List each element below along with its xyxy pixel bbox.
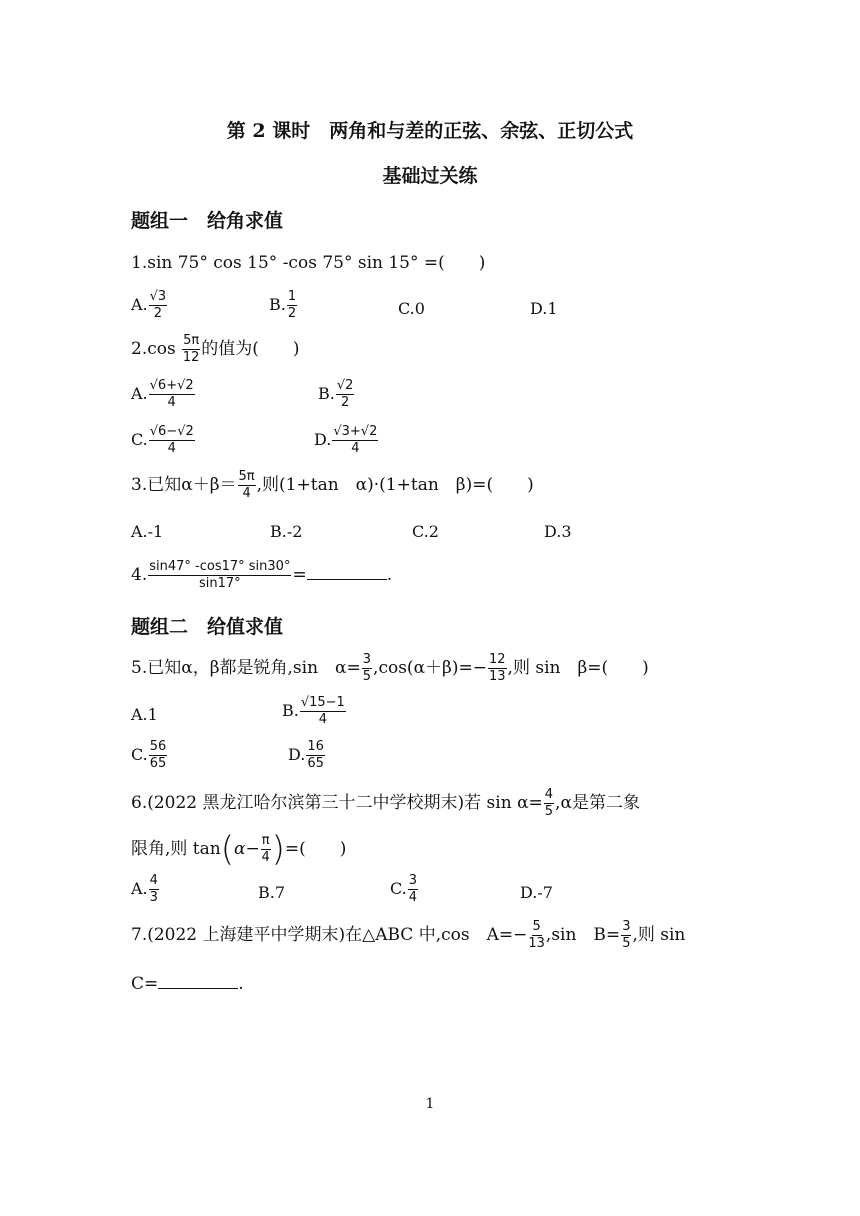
stem-text: 7.(2022 上海建平中学期末)在△ABC 中,cos A=− bbox=[131, 925, 528, 945]
stem-text: 的值为( ) bbox=[201, 339, 300, 359]
question-2-option-a bbox=[131, 379, 196, 410]
fraction bbox=[362, 653, 372, 684]
denominator: 2 bbox=[153, 306, 163, 321]
stem-text: . bbox=[386, 565, 393, 585]
question-5-option-b bbox=[282, 696, 347, 727]
option-label: B. bbox=[282, 701, 299, 720]
numerator: √6+√2 bbox=[149, 378, 194, 393]
question-1-stem: 1.sin 75° cos 15° -cos 75° sin 15° =( ) bbox=[131, 253, 486, 273]
question-5-option-c bbox=[131, 740, 168, 771]
fraction bbox=[287, 290, 297, 321]
numerator: 3 bbox=[408, 873, 418, 888]
numerator: 3 bbox=[622, 919, 631, 934]
denominator: 13 bbox=[528, 936, 545, 951]
denominator: 4 bbox=[261, 850, 270, 865]
option-label: B. bbox=[269, 295, 286, 314]
fraction bbox=[332, 425, 378, 456]
option-label: B. bbox=[318, 384, 335, 403]
denominator: 2 bbox=[287, 306, 297, 321]
question-7-stem-line-2 bbox=[131, 974, 244, 994]
stem-text: ,α是第二象 bbox=[555, 793, 640, 813]
question-6-stem-line-2 bbox=[131, 829, 347, 870]
fraction bbox=[488, 653, 507, 684]
numerator: √6−√2 bbox=[149, 424, 194, 439]
numerator: √2 bbox=[336, 378, 354, 393]
fraction bbox=[149, 740, 168, 771]
fraction bbox=[149, 379, 195, 410]
numerator: 4 bbox=[149, 873, 158, 888]
denominator: sin17° bbox=[199, 576, 241, 591]
question-1-option-c: C.0 bbox=[398, 299, 425, 318]
question-6-option-d: D.-7 bbox=[520, 883, 553, 902]
option-label: C. bbox=[131, 430, 148, 449]
numerator: √15−1 bbox=[300, 695, 345, 710]
denominator: 13 bbox=[489, 669, 506, 684]
option-label: C. bbox=[390, 879, 407, 898]
question-2-option-d bbox=[314, 425, 379, 456]
question-5-option-a: A.1 bbox=[131, 705, 158, 724]
question-1-option-d: D.1 bbox=[530, 299, 558, 318]
question-2-option-c bbox=[131, 425, 196, 456]
denominator: 5 bbox=[544, 804, 554, 819]
stem-text: 6.(2022 黑龙江哈尔滨第三十二中学校期末)若 sin α= bbox=[131, 793, 543, 813]
stem-text: 2.cos bbox=[131, 339, 182, 359]
fraction bbox=[149, 425, 195, 456]
fraction bbox=[148, 560, 291, 591]
stem-text: . bbox=[238, 974, 244, 994]
question-3-stem bbox=[131, 470, 534, 501]
fraction bbox=[621, 920, 631, 951]
numerator: 1 bbox=[287, 289, 297, 304]
question-3-option-b: B.-2 bbox=[270, 522, 303, 541]
question-6-option-a bbox=[131, 874, 160, 905]
denominator: 5 bbox=[362, 669, 372, 684]
page-number: 1 bbox=[425, 1096, 435, 1112]
denominator: 4 bbox=[242, 486, 251, 501]
question-2-option-b bbox=[318, 379, 355, 410]
fraction bbox=[300, 696, 346, 727]
stem-text: ,则 sin β=( ) bbox=[507, 658, 649, 678]
stem-text: ,sin B= bbox=[545, 925, 621, 945]
stem-text: ,则 sin bbox=[632, 925, 686, 945]
numerator: 3 bbox=[362, 652, 372, 667]
denominator: 12 bbox=[182, 350, 200, 365]
fraction bbox=[238, 470, 256, 501]
stem-text: C= bbox=[131, 974, 159, 994]
question-6-option-c bbox=[390, 874, 419, 905]
right-paren: ) bbox=[271, 829, 285, 870]
denominator: 5 bbox=[622, 936, 631, 951]
question-3-option-d: D.3 bbox=[544, 522, 572, 541]
page-subtitle: 基础过关练 bbox=[382, 165, 478, 187]
stem-text: 4. bbox=[131, 565, 148, 585]
question-5-option-d bbox=[288, 740, 326, 771]
option-label: A. bbox=[131, 295, 148, 314]
numerator: √3+√2 bbox=[333, 424, 378, 439]
stem-text: α− bbox=[234, 839, 260, 859]
stem-text: =( ) bbox=[284, 839, 347, 859]
answer-blank bbox=[158, 974, 238, 989]
denominator: 4 bbox=[318, 712, 327, 727]
stem-text: ,则(1+tan α)·(1+tan β)=( ) bbox=[256, 475, 534, 495]
fraction bbox=[544, 788, 554, 819]
question-3-option-c: C.2 bbox=[412, 522, 439, 541]
question-7-stem-line-1 bbox=[131, 920, 685, 951]
numerator: 5π bbox=[238, 469, 255, 484]
denominator: 65 bbox=[149, 756, 167, 771]
denominator: 4 bbox=[351, 441, 360, 456]
fraction bbox=[261, 834, 271, 865]
denominator: 3 bbox=[149, 890, 158, 905]
option-label: D. bbox=[288, 745, 306, 764]
stem-text: 5.已知α，β都是锐角,sin α= bbox=[131, 658, 361, 678]
denominator: 2 bbox=[340, 395, 350, 410]
question-3-option-a: A.-1 bbox=[131, 522, 164, 541]
question-4-stem bbox=[131, 560, 392, 591]
fraction bbox=[336, 379, 355, 410]
option-label: A. bbox=[131, 879, 148, 898]
question-6-stem-line-1 bbox=[131, 788, 640, 819]
numerator: 5 bbox=[532, 919, 541, 934]
denominator: 65 bbox=[307, 756, 324, 771]
question-6-option-b: B.7 bbox=[258, 883, 286, 902]
fraction bbox=[408, 874, 418, 905]
numerator: π bbox=[261, 833, 270, 848]
numerator: sin47° -cos17° sin30° bbox=[149, 559, 291, 574]
fraction bbox=[182, 334, 200, 365]
question-2-stem bbox=[131, 334, 299, 365]
stem-text: ,cos(α＋β)=− bbox=[373, 658, 487, 678]
question-1-option-a bbox=[131, 290, 168, 321]
numerator: 16 bbox=[307, 739, 324, 754]
denominator: 4 bbox=[167, 441, 176, 456]
page-title: 第 2 课时 两角和与差的正弦、余弦、正切公式 bbox=[226, 120, 634, 142]
fraction bbox=[149, 290, 168, 321]
question-5-stem bbox=[131, 653, 649, 684]
option-label: A. bbox=[131, 384, 148, 403]
denominator: 4 bbox=[167, 395, 176, 410]
fraction bbox=[528, 920, 545, 951]
section-heading-1: 题组一 给角求值 bbox=[131, 210, 284, 232]
section-heading-2: 题组二 给值求值 bbox=[131, 616, 284, 638]
stem-text: 限角,则 tan bbox=[131, 839, 221, 859]
stem-text: 3.已知α＋β＝ bbox=[131, 475, 237, 495]
question-1-option-b bbox=[269, 290, 298, 321]
answer-blank bbox=[307, 565, 387, 580]
fraction bbox=[306, 740, 325, 771]
option-label: C. bbox=[131, 745, 148, 764]
numerator: 5π bbox=[183, 333, 200, 348]
stem-text: = bbox=[292, 565, 307, 585]
numerator: 56 bbox=[149, 739, 167, 754]
numerator: 12 bbox=[489, 652, 506, 667]
fraction bbox=[149, 874, 159, 905]
left-paren: ( bbox=[220, 829, 234, 870]
option-label: D. bbox=[314, 430, 332, 449]
numerator: 4 bbox=[544, 787, 554, 802]
denominator: 4 bbox=[408, 890, 418, 905]
numerator: √3 bbox=[149, 289, 167, 304]
